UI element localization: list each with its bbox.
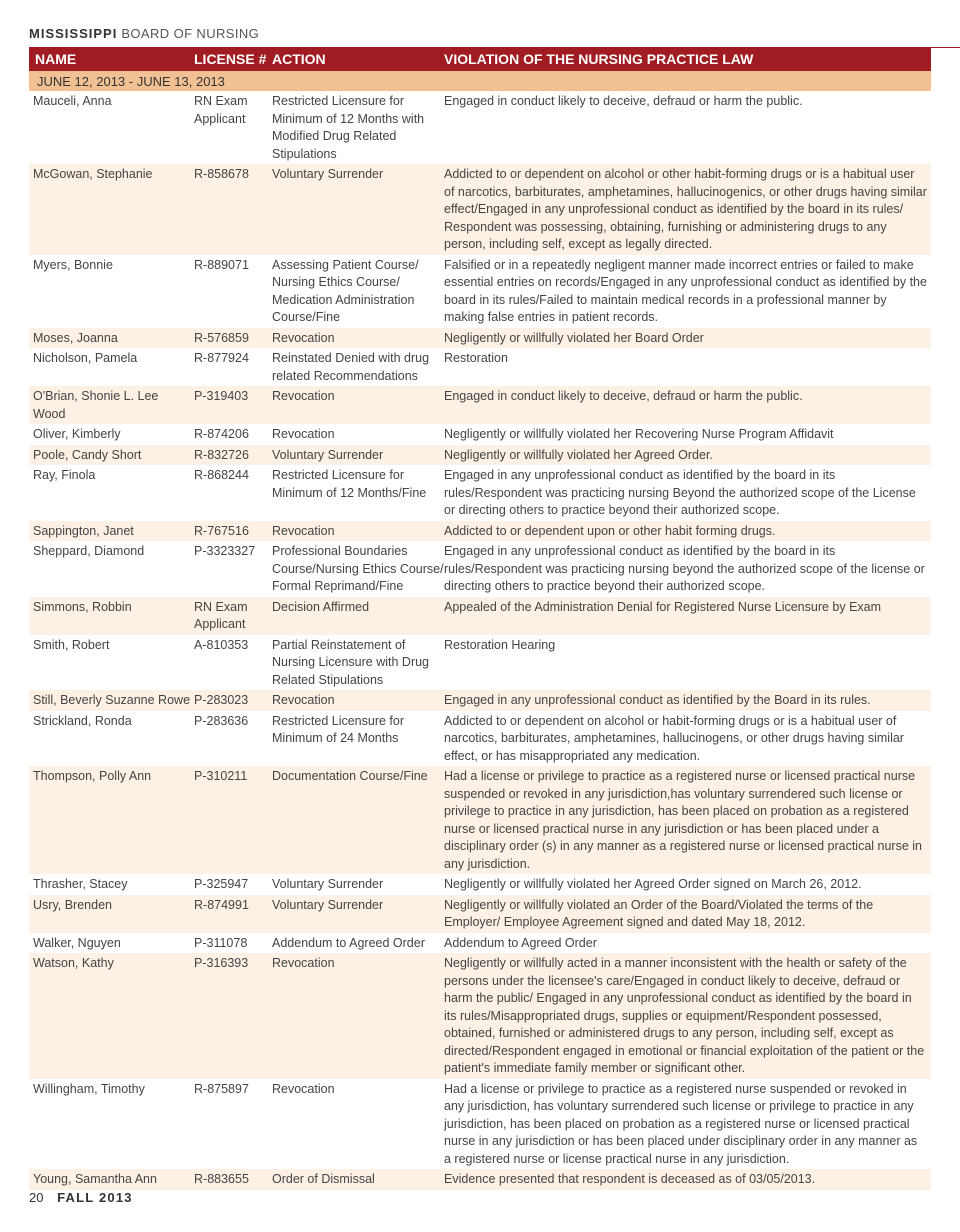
- cell-violation: Negligently or willfully violated her Agreed Order.: [444, 447, 713, 462]
- cell-action: Revocation: [272, 693, 335, 707]
- cell-action: Revocation: [272, 523, 335, 538]
- cell-name: Usry, Brenden: [33, 897, 112, 912]
- cell-name: Sheppard, Diamond: [33, 544, 145, 558]
- cell-action: Voluntary Surrender: [272, 447, 384, 462]
- table-row: [29, 1079, 931, 1170]
- cell-action: Addendum to Agreed Order: [272, 935, 425, 950]
- header-name: NAME: [35, 51, 77, 67]
- table-row: [29, 348, 931, 386]
- cell-name: Young, Samantha Ann: [33, 1172, 157, 1186]
- table-row: [29, 164, 931, 255]
- cell-name: Watson, Kathy: [33, 956, 114, 970]
- table-row: [29, 521, 931, 542]
- cell-action: Partial Reinstatement of Nursing Licensure with Drug Related Stipulations: [272, 637, 430, 687]
- cell-violation: Had a license or privilege to practice as a registered nurse suspended or revoked in any jurisdiction, has voluntary surrendered such license or privilege to practice in any jurisdiction, has been placed on probation as a registered nurse or licensed practical nurse in any jurisdiction or has been placed under disciplinary order in any manner as a registered nurse or license practical nurse in any jurisdiction.: [444, 1081, 918, 1166]
- table-row: [29, 465, 931, 521]
- cell-license: RN Exam Applicant: [194, 94, 248, 126]
- cell-action: Voluntary Surrender: [272, 167, 384, 181]
- cell-license: R-868244: [194, 468, 249, 482]
- cell-violation: Negligently or willfully violated her Agreed Order signed on March 26, 2012.: [444, 877, 862, 891]
- cell-violation: Had a license or privilege to practice as a registered nurse or licensed practical nurse suspended or revoked in any jurisdiction,has voluntary surrendered such license or privilege to practice in any jurisdiction, has been placed on probation as a registered nurse or licensed practical nurse in any jurisdiction or has been placed under a disciplinary order (s) in any manner as a registered nurse or licensed practical nurse in any jurisdiction.: [444, 769, 922, 871]
- cell-license: R-875897: [194, 1081, 249, 1096]
- cell-violation: Engaged in conduct likely to deceive, defraud or harm the public.: [444, 389, 803, 403]
- cell-action: Revocation: [272, 389, 335, 403]
- table-row: [29, 953, 931, 1079]
- cell-action: Reinstated Denied with drug related Recommendations: [272, 351, 430, 383]
- cell-license: R-874206: [194, 427, 249, 441]
- cell-action: Order of Dismissal: [272, 1172, 375, 1186]
- table-row: [29, 424, 931, 445]
- masthead-state: MISSISSIPPI: [29, 26, 118, 41]
- date-range-row: JUNE 12, 2013 - JUNE 13, 2013: [29, 71, 931, 91]
- issue-label: FALL 2013: [57, 1190, 133, 1205]
- cell-name: Still, Beverly Suzanne Rowe: [33, 693, 191, 707]
- cell-violation: Addicted to or dependent on alcohol or habit-forming drugs or is a habitual user of narcotics, barbiturates, amphetamines, hallucinogens, or other drugs having similar effect, or has misappropriated any medication.: [444, 713, 904, 763]
- table-row: [29, 1169, 931, 1190]
- cell-violation: Engaged in conduct likely to deceive, defraud or harm the public.: [444, 94, 803, 108]
- table-row: [29, 895, 931, 933]
- cell-action: Revocation: [272, 330, 335, 345]
- cell-license: RN Exam Applicant: [194, 599, 248, 631]
- cell-action: Revocation: [272, 1081, 335, 1096]
- cell-violation: Addendum to Agreed Order: [444, 935, 597, 950]
- cell-violation: Engaged in any unprofessional conduct as identified by the board in its rules/Respondent was practicing nursing beyond the authorized scope of the license or directing others to practice beyond their authorized scope.: [444, 544, 925, 593]
- page-footer: [29, 1190, 133, 1205]
- cell-name: Sappington, Janet: [33, 523, 134, 538]
- cell-license: P-283636: [194, 713, 249, 728]
- table-row: [29, 874, 931, 895]
- cell-action: Professional Boundaries Course/Nursing Ethics Course/ Formal Reprimand/Fine: [272, 544, 444, 593]
- header-violation: VIOLATION OF THE NURSING PRACTICE LAW: [444, 51, 754, 67]
- cell-name: Ray, Finola: [33, 468, 96, 482]
- cell-name: O'Brian, Shonie L. Lee Wood: [33, 389, 159, 421]
- cell-license: P-310211: [194, 769, 248, 783]
- cell-license: P-316393: [194, 956, 249, 970]
- cell-name: Myers, Bonnie: [33, 257, 113, 272]
- table-header: [29, 47, 931, 71]
- table-body: [29, 91, 931, 1190]
- cell-name: Willingham, Timothy: [33, 1081, 145, 1096]
- cell-action: Revocation: [272, 427, 335, 441]
- header-action: ACTION: [272, 51, 326, 67]
- cell-violation: Falsified or in a repeatedly negligent manner made incorrect entries or failed to make essential entries on records/Engaged in any unprofessional conduct as identified by the board in its rules/Failed to maintain medical records in a professional manner by making false entries in patient records.: [444, 257, 927, 324]
- cell-license: R-858678: [194, 167, 249, 181]
- cell-license: P-283023: [194, 693, 249, 707]
- cell-violation: Addicted to or dependent on alcohol or other habit-forming drugs or is a habitual user of narcotics, barbiturates, amphetamines, hallucinogenics, or other drugs having similar effect/Engaged in any unprofessional conduct as identified by the board in its rules/ Respondent was possessing, obtaining, furnishing or administering drugs to any person, including self, except as legally directed.: [444, 167, 927, 251]
- table-row: [29, 91, 931, 164]
- cell-violation: Evidence presented that respondent is deceased as of 03/05/2013.: [444, 1172, 816, 1186]
- cell-license: R-877924: [194, 351, 249, 365]
- cell-violation: Appealed of the Administration Denial for Registered Nurse Licensure by Exam: [444, 599, 882, 614]
- table-row: [29, 933, 931, 954]
- cell-license: P-325947: [194, 877, 249, 891]
- cell-action: Revocation: [272, 956, 335, 970]
- cell-violation: Restoration Hearing: [444, 637, 556, 652]
- masthead-board: BOARD OF NURSING: [121, 26, 260, 41]
- cell-name: Mauceli, Anna: [33, 94, 112, 108]
- table-row: [29, 711, 931, 767]
- cell-license: A-810353: [194, 637, 249, 652]
- cell-name: Nicholson, Pamela: [33, 351, 138, 365]
- cell-name: Thompson, Polly Ann: [33, 769, 152, 783]
- cell-action: Decision Affirmed: [272, 599, 370, 614]
- cell-action: Voluntary Surrender: [272, 897, 384, 912]
- cell-action: Voluntary Surrender: [272, 877, 384, 891]
- cell-action: Assessing Patient Course/ Nursing Ethics Course/ Medication Administration Course/Fine: [272, 257, 419, 324]
- cell-action: Restricted Licensure for Minimum of 12 Months with Modified Drug Related Stipulations: [272, 94, 425, 161]
- table-row: [29, 597, 931, 635]
- cell-license: P-319403: [194, 389, 249, 403]
- cell-action: Restricted Licensure for Minimum of 12 Months/Fine: [272, 468, 427, 500]
- cell-license: R-832726: [194, 447, 249, 462]
- cell-name: Poole, Candy Short: [33, 447, 142, 462]
- table-row: [29, 328, 931, 349]
- cell-name: McGowan, Stephanie: [33, 167, 153, 181]
- cell-name: Strickland, Ronda: [33, 713, 132, 728]
- cell-license: P-3323327: [194, 544, 256, 558]
- cell-violation: Engaged in any unprofessional conduct as identified by the Board in its rules.: [444, 693, 871, 707]
- cell-name: Moses, Joanna: [33, 330, 118, 345]
- table-row: [29, 541, 931, 597]
- table-row: [29, 255, 931, 328]
- cell-license: P-311078: [194, 935, 248, 950]
- cell-name: Walker, Nguyen: [33, 935, 121, 950]
- cell-name: Simmons, Robbin: [33, 599, 132, 614]
- header-license: LICENSE #: [194, 51, 267, 67]
- cell-violation: Addicted to or dependent upon or other habit forming drugs.: [444, 523, 776, 538]
- page-number: 20: [29, 1190, 44, 1205]
- cell-violation: Negligently or willfully acted in a manner inconsistent with the health or safety of the persons under the licensee's care/Engaged in conduct likely to deceive, defraud or harm the public/ Engaged in any unprofessional conduct as identified by the board in its rules/Misappropriated drugs, supplies or equipment/Respondent possessed, obtained, furnished or administered drugs to any person, including self, except as directed/Respondent engaged in emotional or financial exploitation of the patient or the patient's immediate family member or significant other.: [444, 956, 925, 1075]
- cell-license: R-576859: [194, 330, 249, 345]
- cell-name: Thrasher, Stacey: [33, 877, 128, 891]
- cell-violation: Negligently or willfully violated an Order of the Board/Violated the terms of the Employer/ Employee Agreement signed and dated May 18, 2012.: [444, 897, 874, 929]
- cell-violation: Engaged in any unprofessional conduct as identified by the board in its rules/Respondent was practicing nursing Beyond the authorized scope of the License or directing others to practice beyond their authorized scope.: [444, 468, 916, 517]
- cell-name: Oliver, Kimberly: [33, 427, 121, 441]
- masthead: [29, 26, 259, 41]
- cell-license: R-874991: [194, 897, 249, 912]
- table-row: [29, 766, 931, 874]
- cell-license: R-889071: [194, 257, 249, 272]
- cell-violation: Negligently or willfully violated her Recovering Nurse Program Affidavit: [444, 427, 834, 441]
- table-row: [29, 445, 931, 466]
- table-row: [29, 386, 931, 424]
- cell-action: Restricted Licensure for Minimum of 24 Months: [272, 713, 405, 745]
- cell-action: Documentation Course/Fine: [272, 769, 428, 783]
- table-row: [29, 635, 931, 691]
- cell-violation: Restoration: [444, 351, 508, 365]
- discipline-table: [29, 47, 931, 1190]
- cell-license: R-767516: [194, 523, 249, 538]
- table-row: [29, 690, 931, 711]
- cell-license: R-883655: [194, 1172, 249, 1186]
- cell-violation: Negligently or willfully violated her Board Order: [444, 330, 704, 345]
- cell-name: Smith, Robert: [33, 637, 110, 652]
